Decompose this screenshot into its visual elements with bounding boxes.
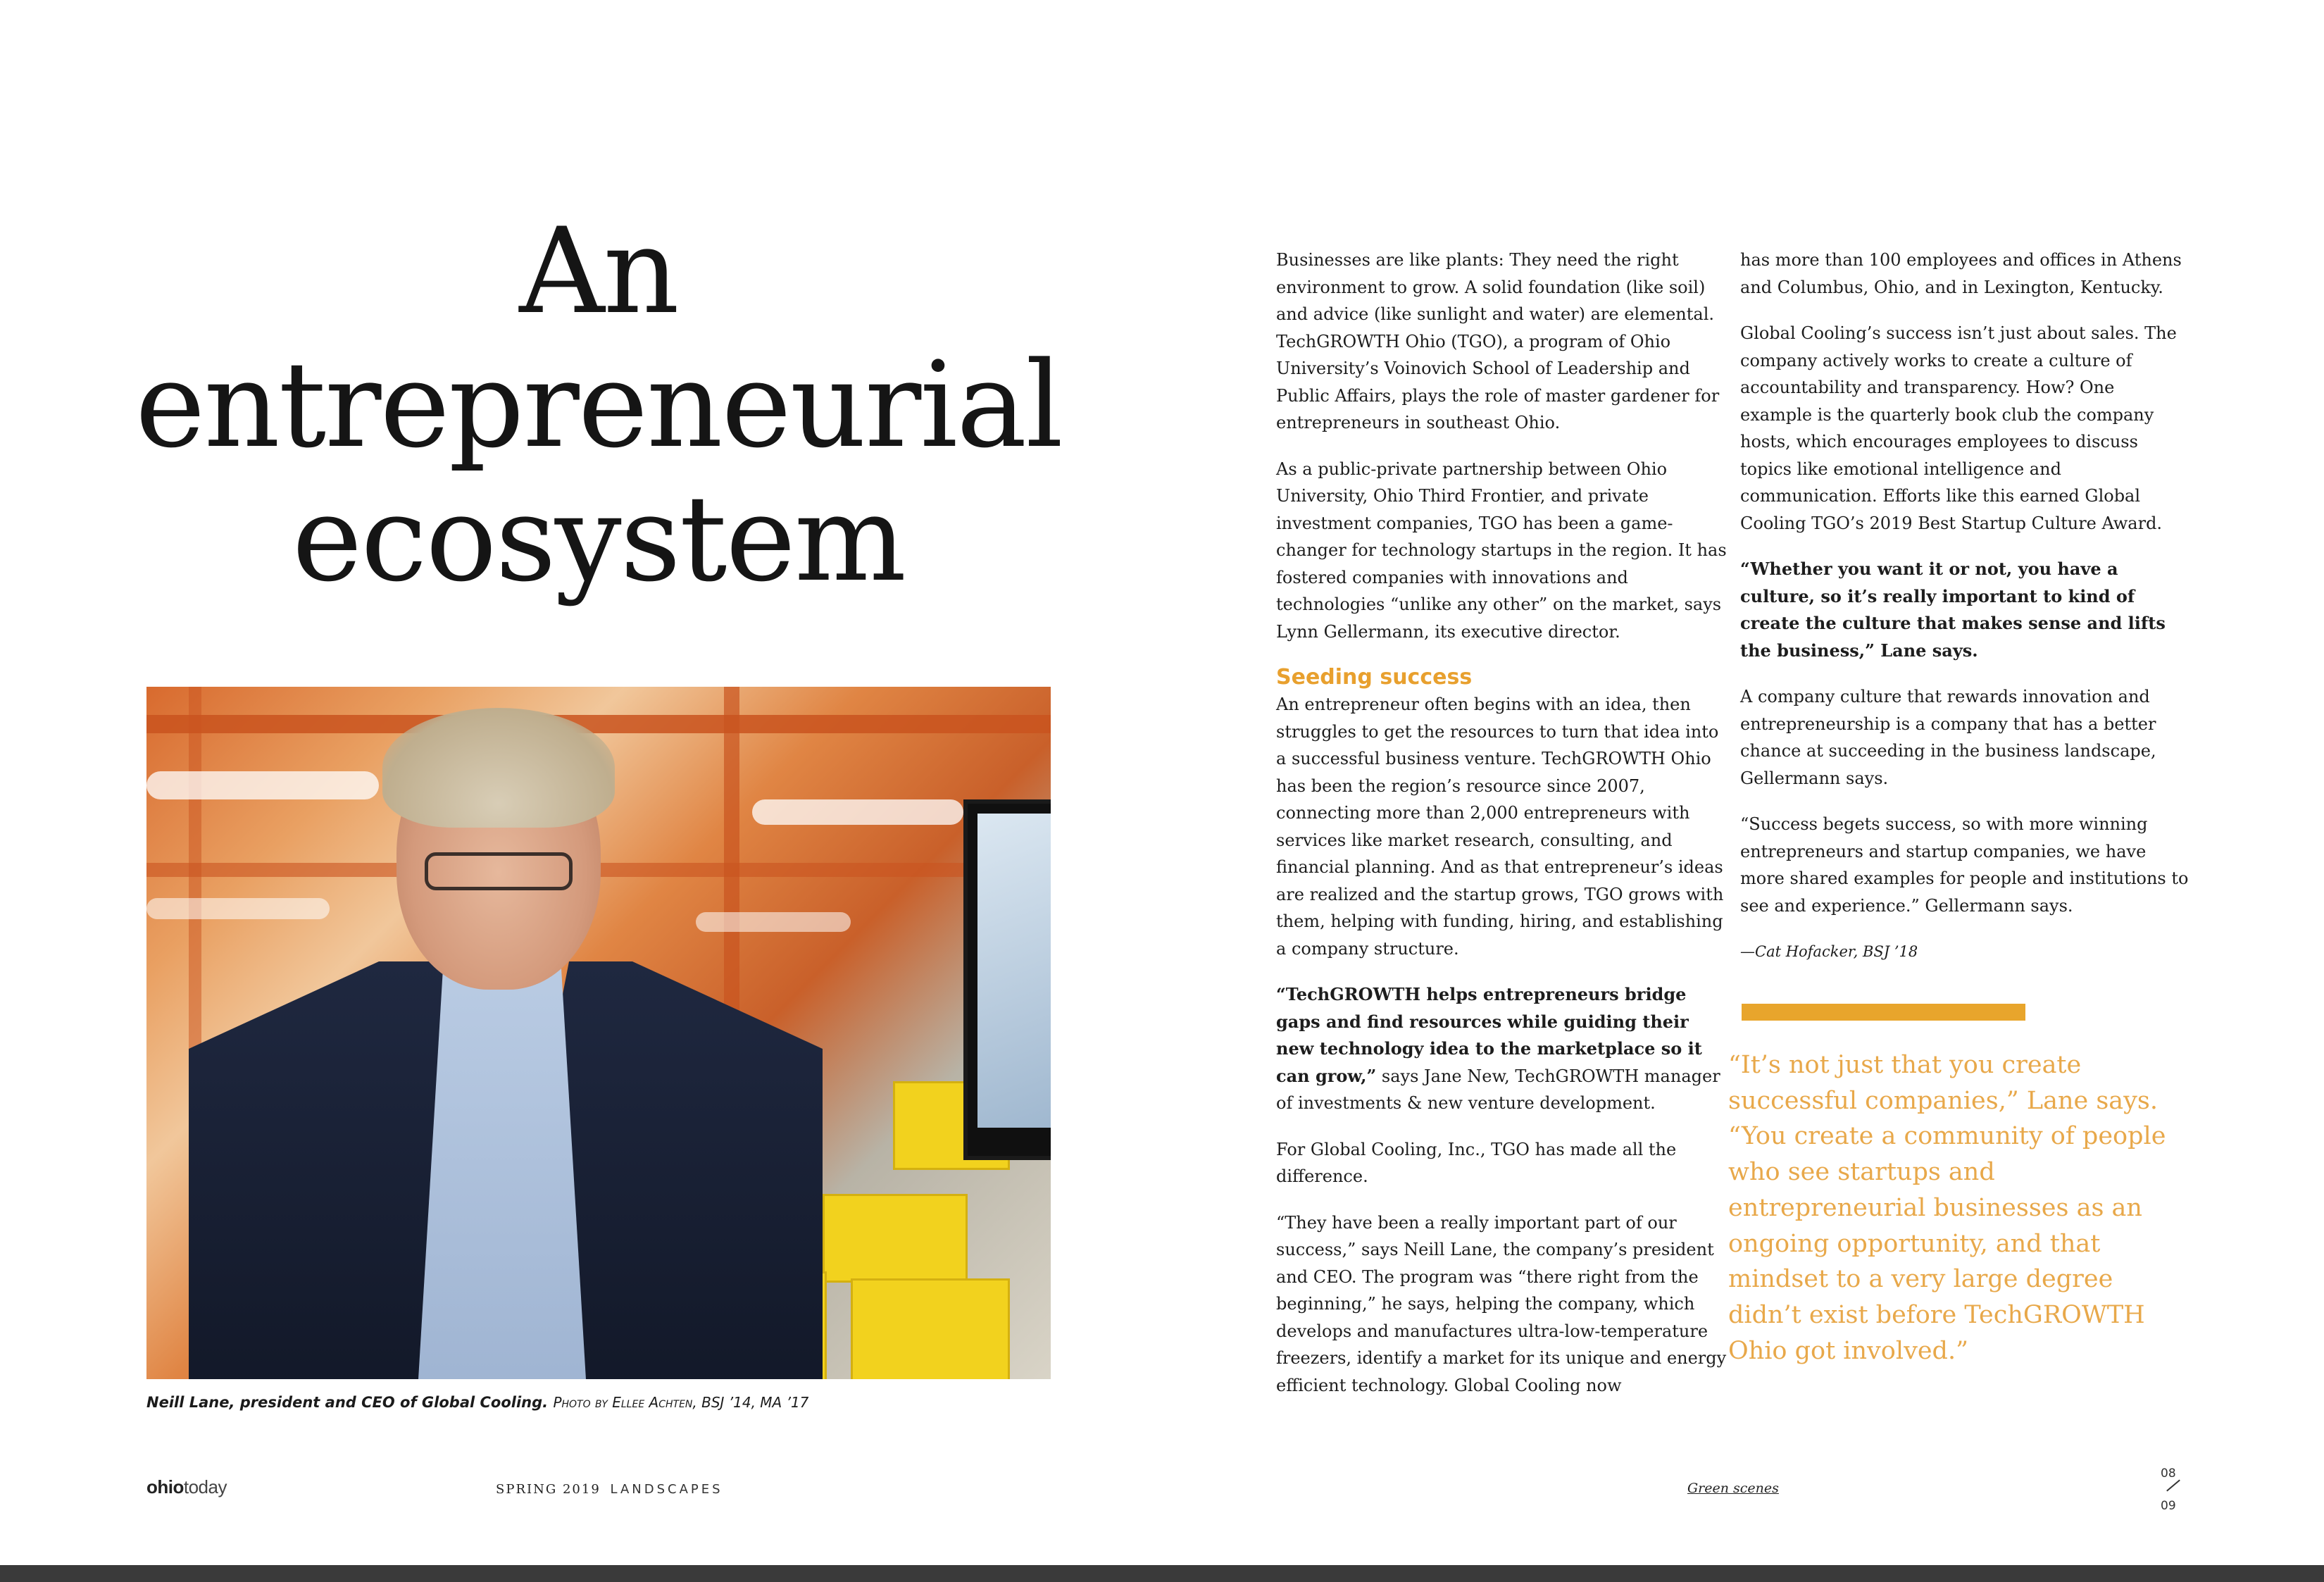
paragraph: “They have been a really important part of our success,” says Neill Lane, the company’s president and CEO. The program was “there right from the beginning,” he says, helping the company, which develops and manufactures ultra-low-temperature freezers, identify a market for its unique and energy efficient technology. Global Cooling now: [1276, 1212, 1727, 1395]
paragraph: Global Cooling’s success isn’t just about sales. The company actively works to create a culture of accountability and transparency. How? One example is the quarterly book club the company hosts, which encourages employees to discuss topics like emotional intelligence and communication. Efforts like this earned Global Cooling TGO’s 2019 Best Startup Culture Award.: [1740, 323, 2177, 533]
caption-text: Neill Lane, president and CEO of Global Cooling.: [146, 1394, 549, 1411]
photo-credit: Photo by Ellee Achten, BSJ ’14, MA ’17: [553, 1394, 809, 1411]
quote-bold: “TechGROWTH helps entrepreneurs bridge gaps and find resources while guiding their new technology idea to the marketplace so it can grow,”: [1276, 984, 1702, 1086]
paragraph: “Success begets success, so with more winning entrepreneurs and startup companies, we have more shared examples for people and institutions to see and experience.” Gellermann says.: [1740, 814, 2189, 916]
paragraph: For Global Cooling, Inc., TGO has made all the difference.: [1276, 1139, 1677, 1186]
issue-label: SPRING 2019: [496, 1482, 601, 1497]
viewer-bottom-bar: [0, 1565, 2324, 1582]
paragraph: As a public-private partnership between Ohio University, Ohio Third Frontier, and private investment companies, TGO has been a game-changer for technology startups in the region. It has fostered companies with innovations and technologies “unlike any other” on the market, says Lynn Gellermann, its executive director.: [1276, 459, 1727, 642]
page-numbers: [2159, 1466, 2187, 1516]
pull-quote: “It’s not just that you create successful companies,” Lane says. “You create a community of people who see startups and entrepreneurial businesses as an ongoing opportunity, and that mindset to a very large degree didn’t exist before TechGROWTH Ohio got involved.”: [1728, 1051, 2166, 1365]
author-byline: —Cat Hofacker, BSJ ’18: [1740, 943, 1918, 960]
headline-line-1: An: [519, 202, 678, 340]
article-headline: [106, 204, 1092, 606]
paragraph: A company culture that rewards innovation and entrepreneurship is a company that has a better chance at succeeding in the business landscape, Gellermann says.: [1740, 687, 2156, 788]
section-label: LANDSCAPES: [610, 1482, 723, 1497]
paragraph: An entrepreneur often begins with an idea, then struggles to get the resources to turn that idea into a successful business venture. TechGROWTH Ohio has been the region’s resource since 2007, connecting more than 2,000 entrepreneurs with services like market research, consulting, and financial planning. And as that entrepreneur’s ideas are realized and the startup grows, TGO grows with them, helping with funding, hiring, and establishing a company structure.: [1276, 695, 1724, 959]
footer-issue: [496, 1482, 723, 1497]
page-number-right: 09: [2161, 1499, 2176, 1513]
paragraph-quote: “Whether you want it or not, you have a culture, so it’s really important to kind of create the culture that makes sense and lifts the business,” Lane says.: [1740, 559, 2166, 661]
headline-line-3: ecosystem: [292, 470, 906, 608]
logo-light: today: [183, 1476, 227, 1497]
portrait-photo: [146, 687, 1051, 1379]
body-column-2: [1740, 247, 2191, 985]
ohio-today-logo[interactable]: [146, 1476, 227, 1498]
paragraph: has more than 100 employees and offices in Athens and Columbus, Ohio, and in Lexington, Kentucky.: [1740, 250, 2182, 297]
paragraph: Businesses are like plants: They need the right environment to grow. A solid foundation (like soil) and advice (like sunlight and water) are elemental. TechGROWTH Ohio (TGO), a program of Ohio University’s Voinovich School of Leadership and Public Affairs, plays the role of master gardener for entrepreneurs in southeast Ohio.: [1276, 250, 1720, 432]
next-article-link[interactable]: Green scenes: [1687, 1481, 1779, 1496]
body-column-1: [1276, 247, 1727, 1418]
section-subhead: Seeding success: [1276, 665, 1473, 690]
page-number-left: 08: [2161, 1466, 2176, 1481]
pull-quote-rule: [1742, 1004, 2025, 1021]
headline-line-2: entrepreneurial: [135, 336, 1062, 474]
quote-attribution: says Jane New, TechGROWTH manager of investments & new venture development.: [1276, 1066, 1720, 1113]
photo-caption: [146, 1394, 1055, 1411]
paragraph: [1276, 981, 1727, 1117]
logo-bold: ohio: [146, 1476, 184, 1497]
page-slash: [2166, 1480, 2180, 1492]
